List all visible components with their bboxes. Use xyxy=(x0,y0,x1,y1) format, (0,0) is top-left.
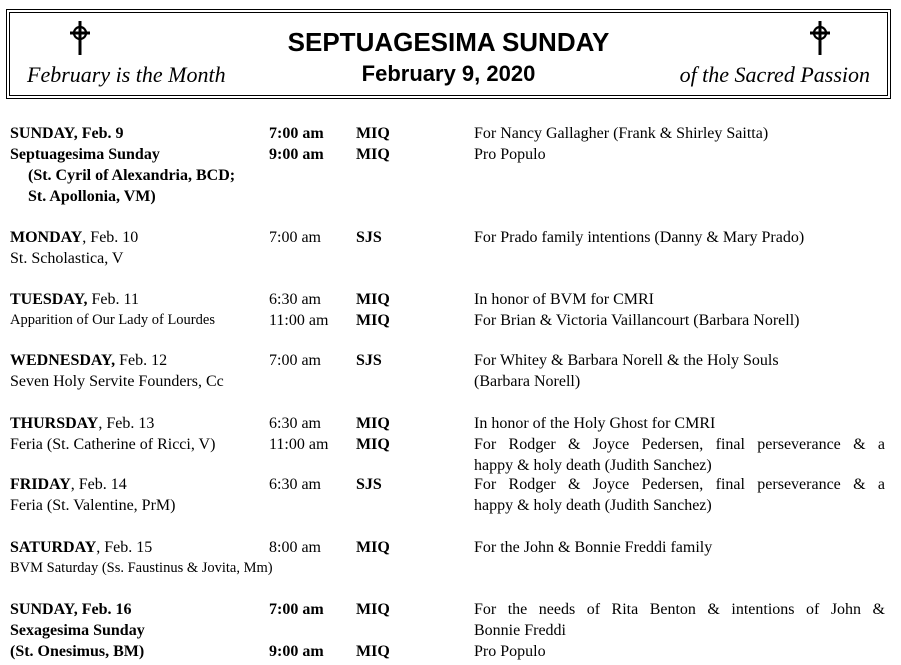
mass-intention: For Nancy Gallagher (Frank & Shirley Saitta) xyxy=(474,125,769,142)
mass-intention: For Prado family intentions (Danny & Mary Prado) xyxy=(474,229,805,246)
feast-commemoration: (St. Onesimus, BM) xyxy=(10,643,145,660)
feast-name: St. Scholastica, V xyxy=(10,250,124,267)
mass-time: 8:00 am xyxy=(269,539,321,556)
feast-commemoration: St. Apollonia, VM) xyxy=(28,188,156,205)
day-name: THURSDAY xyxy=(10,415,99,432)
mass-intention: For Whitey & Barbara Norell & the Holy Souls xyxy=(474,352,779,369)
mass-time: 7:00 am xyxy=(269,352,321,369)
mass-location: SJS xyxy=(356,352,382,369)
day-name: WEDNESDAY, xyxy=(10,352,116,369)
mass-location: MIQ xyxy=(356,146,390,163)
mass-intention: For Rodger & Joyce Pedersen, final perseverance & a xyxy=(474,436,885,453)
day-heading xyxy=(10,289,265,310)
mass-intention: happy & holy death (Judith Sanchez) xyxy=(474,457,712,474)
mass-location: MIQ xyxy=(356,125,390,142)
mass-time: 7:00 am xyxy=(269,601,324,618)
mass-time: 11:00 am xyxy=(269,436,329,453)
day-heading xyxy=(10,227,265,248)
day-date: Feb. 12 xyxy=(115,352,168,369)
month-dedication-left: February is the Month xyxy=(27,62,226,87)
mass-intention: In honor of the Holy Ghost for CMRI xyxy=(474,415,716,432)
mass-time: 7:00 am xyxy=(269,125,324,142)
mass-location: MIQ xyxy=(356,601,390,618)
feast-name: Feria (St. Catherine of Ricci, V) xyxy=(10,436,216,453)
month-dedication-right: of the Sacred Passion xyxy=(679,62,870,87)
day-name: MONDAY xyxy=(10,229,83,246)
day-date: , Feb. 10 xyxy=(82,229,139,246)
celtic-cross-icon xyxy=(807,21,833,55)
day-name: SATURDAY xyxy=(10,539,97,556)
mass-time: 6:30 am xyxy=(269,415,321,432)
day-date: , Feb. 14 xyxy=(70,476,127,493)
mass-intention: Bonnie Freddi xyxy=(474,622,566,639)
feast-commemoration: (St. Cyril of Alexandria, BCD; xyxy=(28,167,236,184)
day-heading xyxy=(10,413,265,434)
feast-name: Sexagesima Sunday xyxy=(10,622,145,639)
day-heading: SUNDAY, Feb. 16 xyxy=(10,601,132,618)
mass-time: 9:00 am xyxy=(269,146,324,163)
mass-time: 6:30 am xyxy=(269,291,321,308)
day-name: TUESDAY, xyxy=(10,291,88,308)
bulletin-header xyxy=(6,9,891,99)
mass-time: 11:00 am xyxy=(269,312,329,329)
mass-location: MIQ xyxy=(356,539,390,556)
mass-intention: For Rodger & Joyce Pedersen, final perseverance & a xyxy=(474,476,885,493)
day-heading xyxy=(10,474,265,495)
mass-intention: For the John & Bonnie Freddi family xyxy=(474,539,713,556)
mass-intention: Pro Populo xyxy=(474,146,546,163)
mass-intention: happy & holy death (Judith Sanchez) xyxy=(474,497,712,514)
mass-intention: Pro Populo xyxy=(474,643,546,660)
mass-location: MIQ xyxy=(356,643,390,660)
feast-name: Apparition of Our Lady of Lourdes xyxy=(10,312,215,328)
page-title: SEPTUAGESIMA SUNDAY xyxy=(287,27,610,57)
mass-location: SJS xyxy=(356,229,382,246)
day-name: FRIDAY xyxy=(10,476,71,493)
feast-name: Seven Holy Servite Founders, Cc xyxy=(10,373,224,390)
mass-location: MIQ xyxy=(356,415,390,432)
mass-location: SJS xyxy=(356,476,382,493)
mass-location: MIQ xyxy=(356,312,390,329)
mass-location: MIQ xyxy=(356,436,390,453)
day-heading: SUNDAY, Feb. 9 xyxy=(10,125,124,142)
mass-time: 6:30 am xyxy=(269,476,321,493)
mass-intention: In honor of BVM for CMRI xyxy=(474,291,654,308)
mass-intention: For Brian & Victoria Vaillancourt (Barbara Norell) xyxy=(474,312,800,329)
day-date: , Feb. 13 xyxy=(98,415,155,432)
feast-name: Septuagesima Sunday xyxy=(10,146,160,163)
mass-intention: (Barbara Norell) xyxy=(474,373,581,390)
day-heading xyxy=(10,350,265,371)
feast-name: BVM Saturday (Ss. Faustinus & Jovita, Mm) xyxy=(10,560,273,576)
mass-time: 7:00 am xyxy=(269,229,321,246)
bulletin-date: February 9, 2020 xyxy=(361,61,536,86)
mass-intention: For the needs of Rita Benton & intentions of John & xyxy=(474,601,885,618)
mass-location: MIQ xyxy=(356,291,390,308)
day-date: , Feb. 15 xyxy=(96,539,153,556)
day-heading xyxy=(10,537,265,558)
day-date: Feb. 11 xyxy=(87,291,139,308)
feast-name: Feria (St. Valentine, PrM) xyxy=(10,497,176,514)
celtic-cross-icon xyxy=(67,21,93,55)
mass-time: 9:00 am xyxy=(269,643,324,660)
